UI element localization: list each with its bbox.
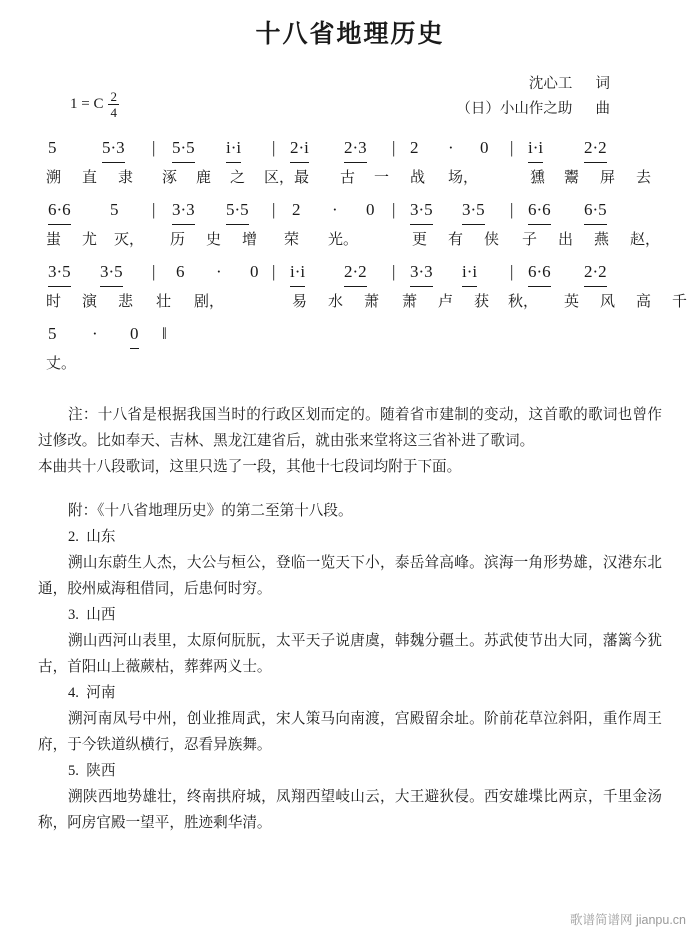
score-line-2-notes: 6·6 5 | 3·3 5·5 | 2 · 0 | 3·5 3·5 | 6·6 6·5 [44, 198, 656, 228]
annotation-block [38, 402, 662, 480]
score-line-3-lyrics: 时 演 悲 壮 剧， 易 水 萧 萧 卢 获 秋， 英 风 高 千 [46, 294, 688, 310]
time-signature-denominator: 4 [110, 105, 117, 120]
score-line-2-lyrics: 蚩 尤 灭， 历 史 增 荣 光。 更 有 侠 子 出 燕 赵， [46, 232, 661, 248]
annotation-paragraph-2: 本曲共十八段歌词，这里只选了一段，其他十七段词均附于下面。 [38, 459, 462, 475]
time-signature [108, 90, 119, 119]
watermark: 歌谱简谱网 jianpu.cn [569, 913, 686, 927]
sheet-music-page [0, 14, 700, 934]
score-line-1-notes: 5 5·3 | 5·5 i·i | 2·i 2·3 | 2 · 0 | i·i 2·2 [44, 136, 656, 166]
verse-2-province: 山东 [86, 529, 116, 545]
score-line-4-lyrics: 丈。 [46, 356, 77, 372]
credit-composer [456, 97, 610, 122]
credit-composer-role: 曲 [595, 101, 610, 117]
score-line-4 [44, 320, 656, 378]
score-line-2 [44, 196, 661, 254]
verse-4-province: 河南 [86, 685, 116, 701]
verse-4-text: 溯河南凤号中州，创业推周武，宋人策马向南渡，宫殿留余址。阶前花草泣斜阳，重作周王府，于今铁道纵横行，忍看异族舞。 [38, 711, 662, 753]
annotation-label: 注： [68, 407, 98, 423]
page-title: 十八省地理历史 [255, 21, 445, 48]
credit-composer-name: （日）小山作之助 [456, 101, 573, 117]
credit-lyricist-role: 词 [595, 76, 610, 92]
verse-5-number: 5. [68, 763, 79, 779]
verse-2-text: 溯山东蔚生人杰，大公与桓公，登临一览天下小，泰岳耸高峰。滨海一角形势雄，汉港东北通，胶州威海租借同，后患何时穷。 [38, 555, 662, 597]
score-header [38, 72, 662, 134]
score-line-1-lyrics: 溯 直 隶 涿 鹿 之 区，最 古 一 战 场， 獯 鬻 屏 去 [46, 170, 652, 186]
verse-3-number: 3. [68, 607, 79, 623]
appendix-block [38, 498, 662, 836]
verse-3-text: 溯山西河山表里，太原何朊朊，太平天子说唐虞，韩魏分疆土。苏武使节出大同，藩篱今犹古，首阳山上薇蕨枯，葬葬两义士。 [38, 633, 662, 675]
score-line-4-notes: 5 · 0 ‖ [44, 322, 656, 352]
verse-5-province: 陕西 [86, 763, 116, 779]
verse-2-number: 2. [68, 529, 79, 545]
key-signature-text: 1 = C [70, 96, 104, 112]
appendix-heading: 附：《十八省地理历史》的第二至第十八段。 [68, 503, 353, 519]
verse-3-province: 山西 [86, 607, 116, 623]
credits [456, 72, 610, 122]
verse-3-title [38, 602, 662, 628]
credit-lyricist-name: 沈心工 [528, 76, 573, 92]
verse-2-title [38, 524, 662, 550]
key-signature [70, 90, 119, 119]
annotation-text-1: 十八省是根据我国当时的行政区划而定的。随着省市建制的变动，这首歌的歌词也曾作过修改。比如奉天、吉林、黑龙江建省后，就由张来堂将这三省补进了歌词。 [38, 407, 662, 449]
verse-4-number: 4. [68, 685, 79, 701]
score-line-3-notes: 3·5 3·5 | 6 · 0 | i·i 2·2 | 3·3 i·i | 6·6 2·2 [44, 260, 656, 290]
annotation-paragraph-1 [38, 402, 662, 454]
verse-5-title [38, 758, 662, 784]
credit-lyricist [456, 72, 610, 97]
verse-5-text: 溯陕西地势雄壮，终南拱府城，凤翔西望岐山云，大王避狄侵。西安雄堞比两京，千里金汤称，阿房官殿一望平，胜迹剩华清。 [38, 789, 662, 831]
score-line-1 [44, 134, 656, 192]
verse-4-title [38, 680, 662, 706]
time-signature-numerator: 2 [110, 89, 117, 104]
score-line-3 [44, 258, 688, 316]
